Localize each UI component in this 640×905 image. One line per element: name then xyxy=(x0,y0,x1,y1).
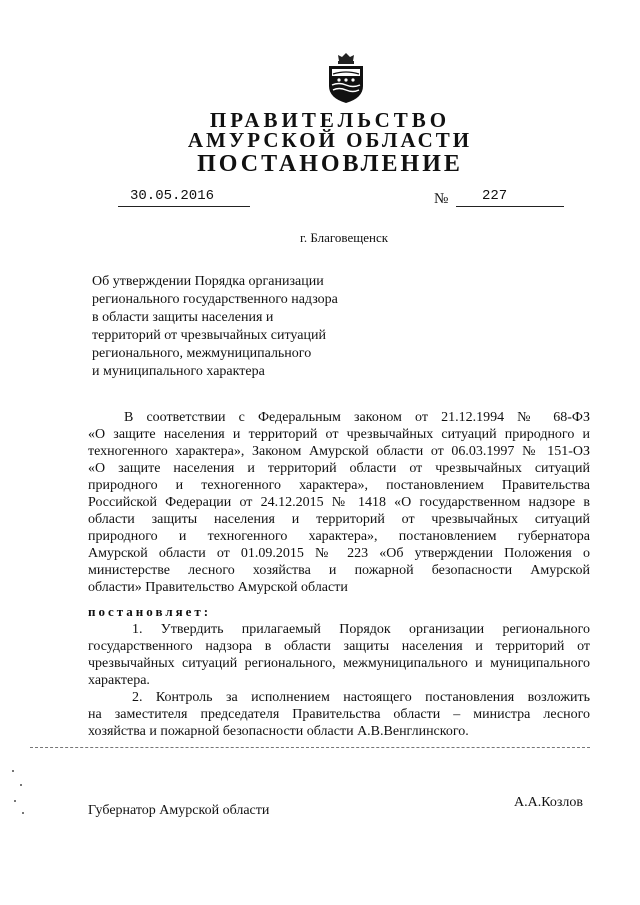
item2-line: хозяйства и пожарной безопасности области А.В.Венглинского. xyxy=(88,724,469,739)
subject-line: регионального, межмуниципального xyxy=(92,346,312,361)
document-number: 227 xyxy=(482,188,508,204)
document-type: ПОСТАНОВЛЕНИЕ xyxy=(197,151,463,177)
city: г. Благовещенск xyxy=(300,230,389,245)
preamble-line: области» Правительство Амурской области xyxy=(88,580,348,595)
number-label: № xyxy=(434,191,449,207)
scan-artifact-line xyxy=(30,747,590,748)
scan-speck xyxy=(12,770,14,772)
item1-line: государственного надзора в области защиты населения и территорий от xyxy=(88,639,590,654)
document-subject xyxy=(92,273,392,381)
government-title-line2: АМУРСКОЙ ОБЛАСТИ xyxy=(187,128,473,152)
preamble-line: природного и техногенного характера», постановлением Правительства xyxy=(88,478,590,493)
number-underline xyxy=(456,206,564,207)
preamble-line: природного и техногенного характера», постановлением губернатора xyxy=(88,529,590,544)
signatory-name: А.А.Козлов xyxy=(514,795,583,810)
item1-line: чрезвычайных ситуаций регионального, межмуниципального и муниципального xyxy=(88,656,590,671)
preamble-line: «О защите населения и территорий области от чрезвычайных ситуаций xyxy=(88,461,590,476)
scan-speck xyxy=(20,784,22,786)
signatory-title: Губернатор Амурской области xyxy=(88,803,270,818)
item1-line: 1. Утвердить прилагаемый Порядок организации регионального xyxy=(132,622,590,637)
item2-line: 2. Контроль за исполнением настоящего постановления возложить xyxy=(132,690,590,705)
preamble-line: В соответствии с Федеральным законом от 21.12.1994 № 68-ФЗ xyxy=(124,410,590,425)
preamble-line: «О защите населения и территорий от чрезвычайных ситуаций природного и xyxy=(88,427,590,442)
subject-line: Об утверждении Порядка организации xyxy=(92,274,324,289)
government-title-line1: ПРАВИТЕЛЬСТВО xyxy=(209,108,451,132)
subject-line: в области защиты населения и xyxy=(92,310,274,325)
decrees-word: постановляет: xyxy=(88,604,212,619)
item2-line: на заместителя председателя Правительства области – министра лесного xyxy=(88,707,590,722)
subject-line: территорий от чрезвычайных ситуаций xyxy=(92,328,326,343)
preamble-line: Амурской области от 01.09.2015 № 223 «Об утверждении Положения о xyxy=(88,546,590,561)
subject-line: и муниципального характера xyxy=(92,364,265,379)
subject-line: регионального государственного надзора xyxy=(92,292,338,307)
scan-speck xyxy=(14,800,16,802)
item1-line: характера. xyxy=(88,673,150,688)
preamble-line: техногенного характера», Законом Амурской области от 06.03.1997 № 151-ОЗ xyxy=(88,444,590,459)
date-underline xyxy=(118,206,250,207)
scan-speck xyxy=(22,812,24,814)
preamble-line: области защиты населения и территорий от чрезвычайных ситуаций xyxy=(88,512,590,527)
preamble-line: Российской Федерации от 24.12.2015 № 1418 «О государственном надзоре в xyxy=(88,495,590,510)
document-date: 30.05.2016 xyxy=(130,188,215,204)
coat-of-arms-icon xyxy=(326,52,366,104)
preamble-line: министерстве лесного хозяйства и пожарной безопасности Амурской xyxy=(88,563,590,578)
